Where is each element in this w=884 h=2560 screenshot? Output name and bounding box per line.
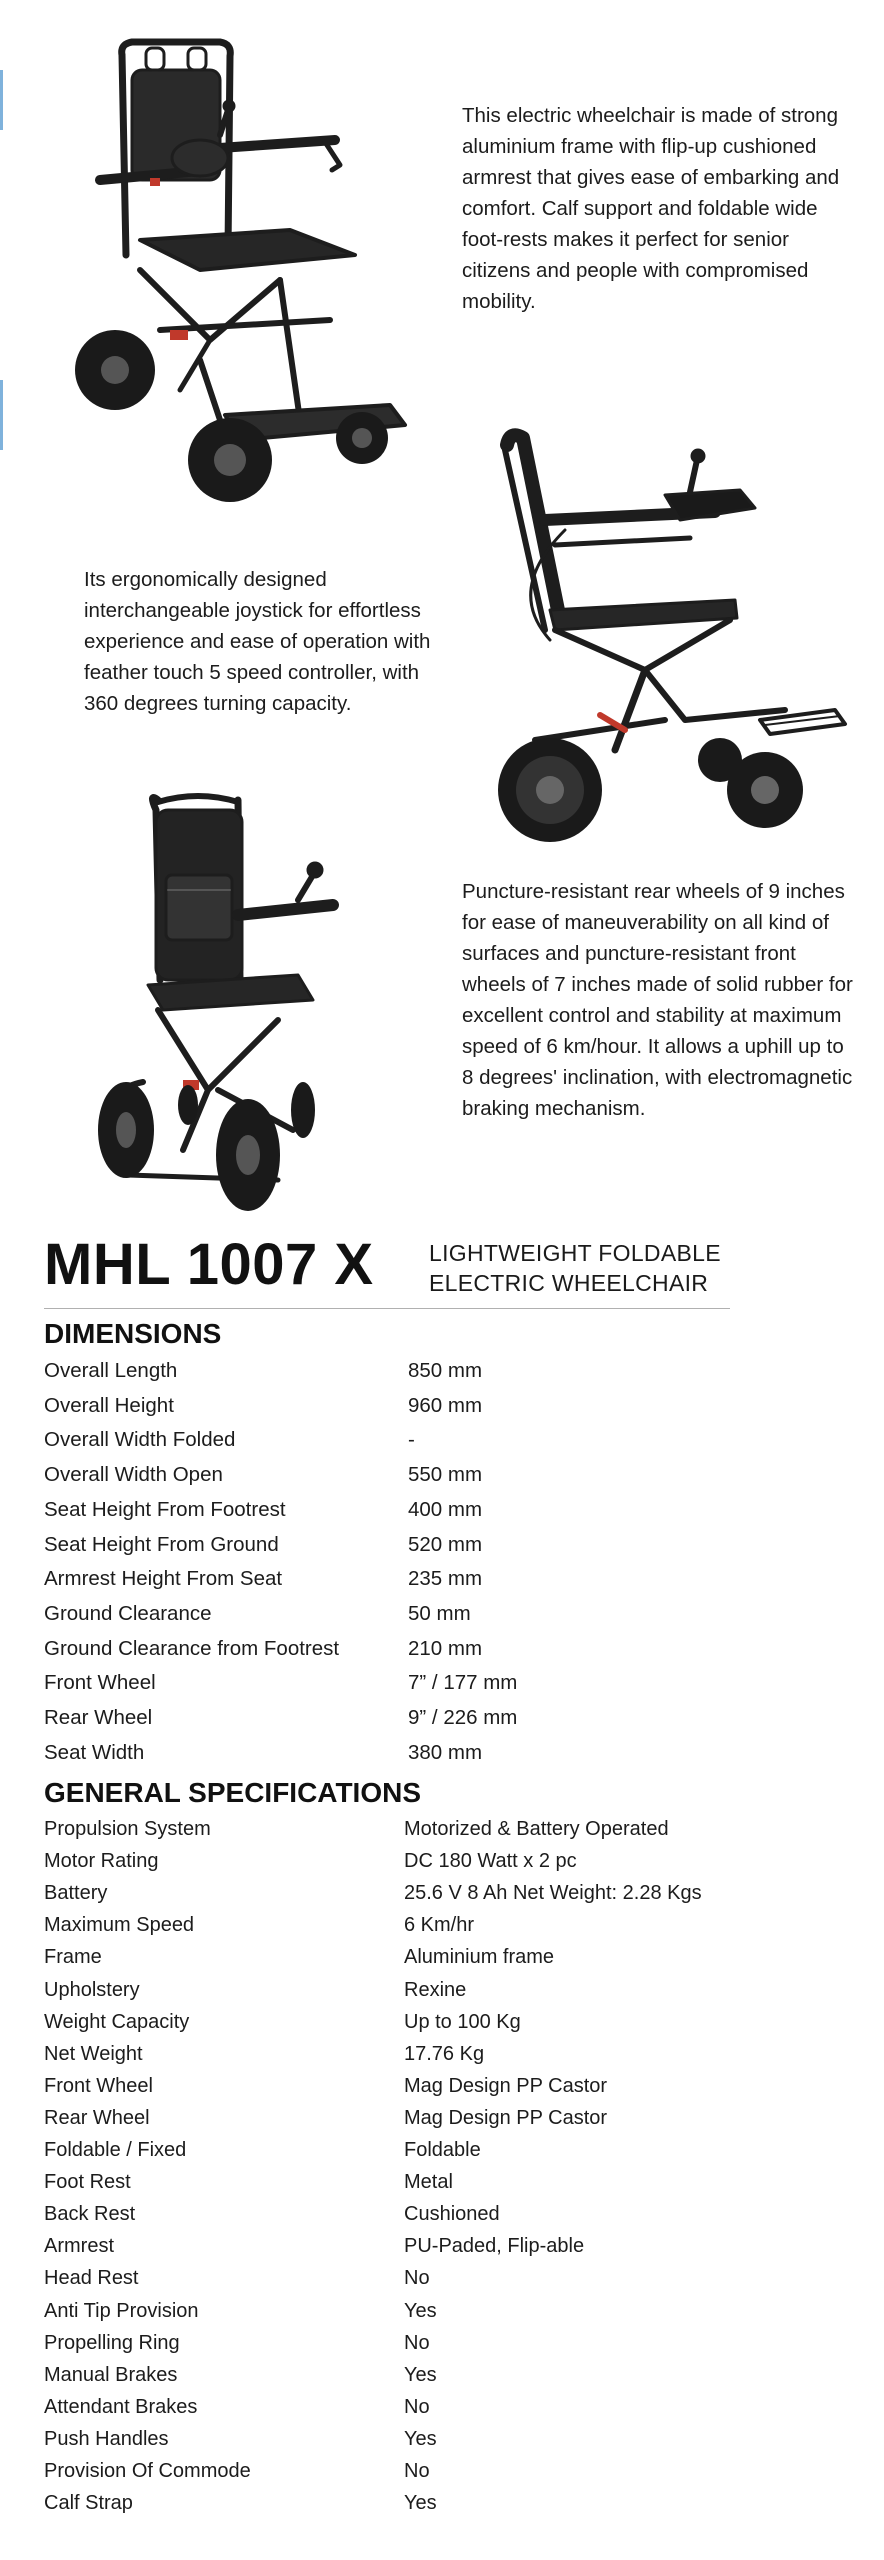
spec-value: No: [404, 2331, 430, 2354]
spec-row: [44, 2038, 804, 2070]
dimension-label: Rear Wheel: [44, 1706, 153, 1729]
model-name: MHL 1007 X: [44, 1232, 374, 1297]
title-divider: [44, 1308, 730, 1309]
spec-row: [44, 2391, 804, 2423]
dimensions-title: DIMENSIONS: [44, 1318, 222, 1349]
dimension-row: [44, 1563, 804, 1595]
wheelchair-photo-rear: [88, 790, 428, 1220]
spec-label: Head Rest: [44, 2267, 139, 2290]
wheelchair-photo-front: [70, 30, 430, 510]
spec-label: Anti Tip Provision: [44, 2299, 199, 2322]
spec-value: DC 180 Watt x 2 pc: [404, 1850, 577, 1873]
dimension-value: 9” / 226 mm: [408, 1706, 518, 1729]
spec-label: Manual Brakes: [44, 2363, 178, 2386]
spec-row: [44, 2262, 804, 2294]
spec-value: 6 Km/hr: [404, 1914, 475, 1937]
dimension-value: 7” / 177 mm: [408, 1671, 518, 1695]
spec-label: Front Wheel: [44, 2074, 153, 2097]
spec-label: Maximum Speed: [44, 1914, 195, 1937]
spec-value: Aluminium frame: [404, 1946, 555, 1969]
spec-value: Mag Design PP Castor: [404, 2106, 608, 2129]
dimension-label: Front Wheel: [44, 1671, 156, 1695]
spec-value: Yes: [404, 2427, 437, 2450]
dimension-label: Ground Clearance from Footrest: [44, 1636, 340, 1660]
spec-value: Up to 100 Kg: [404, 2010, 521, 2033]
spec-label: Motor Rating: [44, 1850, 159, 1873]
dimension-label: Armrest Height From Seat: [44, 1567, 283, 1591]
dimension-value: -: [408, 1428, 415, 1452]
spec-value: Rexine: [404, 1978, 467, 2001]
spec-row: [44, 1974, 804, 2006]
dimension-label: Ground Clearance: [44, 1601, 212, 1625]
spec-row: [44, 2134, 804, 2166]
description-wheels: Puncture-resistant rear wheels of 9 inches for ease of maneuverability on all kind of surfaces and puncture-resistant front wheels of 7 inches made of solid rubber for excellent control and stability at maximum speed of 6 km/hour. It allows a uphill up to 8 degrees' inclination, with electromagnetic braking mechanism.: [462, 880, 853, 1120]
spec-value: Mag Design PP Castor: [404, 2074, 608, 2097]
spec-row: [44, 1941, 804, 1973]
subtitle-line-1: LIGHTWEIGHT FOLDABLE: [429, 1240, 721, 1266]
dimension-label: Overall Width Open: [44, 1463, 223, 1487]
dimension-row: [44, 1598, 804, 1630]
subtitle-line-2: ELECTRIC WHEELCHAIR: [429, 1270, 709, 1296]
spec-label: Net Weight: [44, 2042, 143, 2065]
spec-label: Foot Rest: [44, 2171, 131, 2194]
spec-row: [44, 2102, 804, 2134]
dimension-value: 960 mm: [408, 1393, 483, 1417]
spec-label: Propulsion System: [44, 1818, 211, 1840]
spec-value: PU-Paded, Flip-able: [404, 2235, 585, 2258]
spec-value: 17.76 Kg: [404, 2042, 485, 2065]
dimension-row: [44, 1424, 804, 1456]
general-specs-title: GENERAL SPECIFICATIONS: [44, 1777, 422, 1808]
description-frame: This electric wheelchair is made of strong aluminium frame with flip-up cushioned armrest that gives ease of embarking and comfort. Calf support and foldable wide foot-rests makes it perfect for senior citizens and people with compromised mobility.: [462, 104, 840, 313]
dimension-label: Seat Height From Ground: [44, 1532, 279, 1556]
spec-row: [44, 2198, 804, 2230]
spec-value: No: [404, 2267, 430, 2290]
spec-value: No: [404, 2460, 430, 2482]
spec-label: Upholstery: [44, 1978, 140, 2001]
spec-label: Calf Strap: [44, 2492, 133, 2515]
dimension-row: [44, 1667, 804, 1699]
accent-bar-top: [0, 70, 3, 130]
spec-row: [44, 2359, 804, 2391]
spec-row: [44, 1877, 804, 1909]
spec-label: Armrest: [44, 2235, 114, 2258]
dimension-value: 850 mm: [408, 1359, 483, 1382]
spec-label: Frame: [44, 1946, 102, 1969]
dimension-value: 50 mm: [408, 1601, 471, 1625]
spec-label: Foldable / Fixed: [44, 2139, 187, 2161]
product-subtitle: [429, 1238, 721, 1298]
dimension-value: 235 mm: [408, 1567, 483, 1591]
spec-row: [44, 2487, 804, 2519]
dimension-row: [44, 1702, 804, 1734]
spec-row: [44, 1845, 804, 1877]
spec-label: Back Rest: [44, 2203, 136, 2226]
spec-row: [44, 2327, 804, 2359]
spec-value: Yes: [404, 2363, 437, 2386]
spec-label: Propelling Ring: [44, 2331, 180, 2354]
spec-value: Yes: [404, 2299, 437, 2322]
dimension-row: [44, 1459, 804, 1491]
spec-value: Foldable: [404, 2139, 481, 2161]
spec-row: [44, 2166, 804, 2198]
dimension-value: 210 mm: [408, 1636, 483, 1660]
spec-value: Cushioned: [404, 2203, 500, 2226]
accent-bar-middle: [0, 380, 3, 450]
spec-row: [44, 2230, 804, 2262]
dimension-row: [44, 1494, 804, 1526]
spec-value: No: [404, 2395, 430, 2418]
product-header: [44, 1232, 730, 1312]
dimension-row: [44, 1737, 804, 1769]
description-joystick: Its ergonomically designed interchangeable joystick for effortless experience and ease of operation with feather touch 5 speed controller, with 360 degrees turning capacity.: [84, 568, 431, 715]
spec-row: [44, 1909, 804, 1941]
dimension-label: Seat Height From Footrest: [44, 1497, 286, 1521]
spec-label: Rear Wheel: [44, 2106, 150, 2129]
dimension-row: [44, 1390, 804, 1422]
dimension-value: 380 mm: [408, 1740, 483, 1764]
spec-value: Metal: [404, 2171, 453, 2194]
spec-row: [44, 2423, 804, 2455]
dimension-label: Seat Width: [44, 1740, 145, 1764]
spec-value: 25.6 V 8 Ah Net Weight: 2.28 Kgs: [404, 1882, 702, 1905]
dimension-label: Overall Height: [44, 1393, 174, 1417]
spec-row: [44, 1813, 804, 1845]
dimension-row: [44, 1633, 804, 1665]
dimension-row: [44, 1529, 804, 1561]
spec-row: [44, 2295, 804, 2327]
dimension-row: [44, 1355, 804, 1387]
spec-value: Motorized & Battery Operated: [404, 1818, 669, 1840]
wheelchair-photo-side: [465, 420, 855, 850]
dimension-value: 520 mm: [408, 1532, 483, 1556]
spec-label: Weight Capacity: [44, 2010, 190, 2033]
spec-label: Provision Of Commode: [44, 2460, 251, 2482]
spec-row: [44, 2070, 804, 2102]
spec-value: Yes: [404, 2492, 437, 2515]
spec-label: Battery: [44, 1882, 108, 1905]
spec-label: Push Handles: [44, 2427, 169, 2450]
dimension-value: 400 mm: [408, 1497, 483, 1521]
spec-row: [44, 2006, 804, 2038]
spec-row: [44, 2455, 804, 2487]
dimension-value: 550 mm: [408, 1463, 483, 1487]
spec-label: Attendant Brakes: [44, 2395, 198, 2418]
dimension-label: Overall Length: [44, 1359, 178, 1382]
dimension-label: Overall Width Folded: [44, 1428, 236, 1452]
